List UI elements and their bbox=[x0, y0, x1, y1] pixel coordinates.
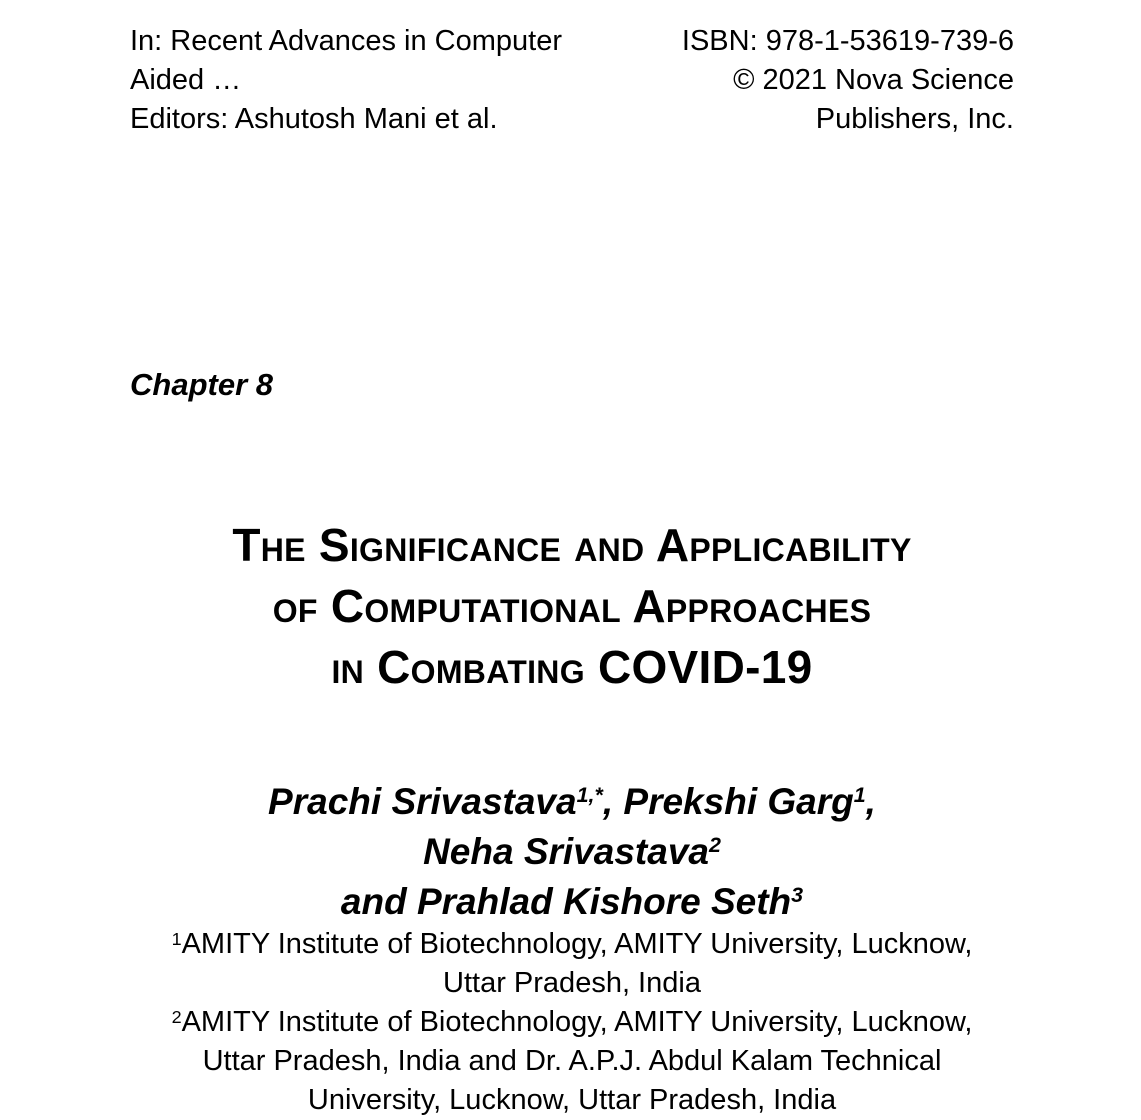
affiliation-line: University, Lucknow, Uttar Pradesh, India bbox=[307, 1084, 837, 1116]
chapter-title-page bbox=[0, 22, 1141, 1116]
affiliation-list bbox=[130, 925, 1014, 1120]
author-superscript: 3 bbox=[791, 883, 804, 908]
header-isbn: ISBN: 978-1-53619-739-6 bbox=[681, 25, 1014, 57]
author-line-1 bbox=[130, 777, 1014, 827]
author-superscript: 1,* bbox=[576, 783, 603, 808]
author-name: Neha Srivastava bbox=[423, 831, 709, 872]
header-editors: Editors: Ashutosh Mani et al. bbox=[130, 103, 498, 135]
affiliation-text: AMITY Institute of Biotechnology, AMITY University, Lucknow, bbox=[181, 928, 973, 960]
author-superscript: 2 bbox=[708, 833, 721, 858]
author-name: Prachi Srivastava bbox=[268, 781, 577, 822]
affiliation-line bbox=[130, 925, 1014, 964]
header-copyright: © 2021 Nova Science Publishers, Inc. bbox=[733, 64, 1014, 135]
author-line-3 bbox=[130, 877, 1014, 927]
author-name: and Prahlad Kishore Seth bbox=[340, 881, 792, 922]
author-name: , Prekshi Garg bbox=[602, 781, 854, 822]
affiliation-superscript: 2 bbox=[171, 1006, 182, 1027]
author-superscript: 1 bbox=[853, 783, 866, 808]
header-book-info bbox=[130, 22, 599, 139]
author-separator: , bbox=[865, 781, 876, 822]
author-line-2 bbox=[130, 827, 1014, 877]
affiliation-superscript: 1 bbox=[171, 928, 182, 949]
chapter-title-line-3: in Combating COVID-19 bbox=[331, 641, 813, 693]
affiliation-line: Uttar Pradesh, India bbox=[443, 967, 701, 999]
affiliation-line bbox=[130, 1003, 1014, 1042]
header-book-title: In: Recent Advances in Computer Aided … bbox=[130, 25, 563, 96]
affiliation-1 bbox=[130, 925, 1014, 1003]
affiliation-2 bbox=[130, 1003, 1014, 1120]
affiliation-text: AMITY Institute of Biotechnology, AMITY University, Lucknow, bbox=[181, 1006, 973, 1038]
chapter-title-line-1: The Significance and Applicability bbox=[232, 519, 912, 571]
header-publication-info bbox=[599, 22, 1014, 139]
chapter-title-line-2: of Computational Approaches bbox=[272, 580, 872, 632]
chapter-label: Chapter 8 bbox=[130, 367, 273, 402]
running-header bbox=[130, 22, 1014, 139]
chapter-title bbox=[130, 515, 1014, 698]
affiliation-line: Uttar Pradesh, India and Dr. A.P.J. Abdul Kalam Technical bbox=[202, 1045, 942, 1077]
author-list bbox=[130, 777, 1014, 927]
